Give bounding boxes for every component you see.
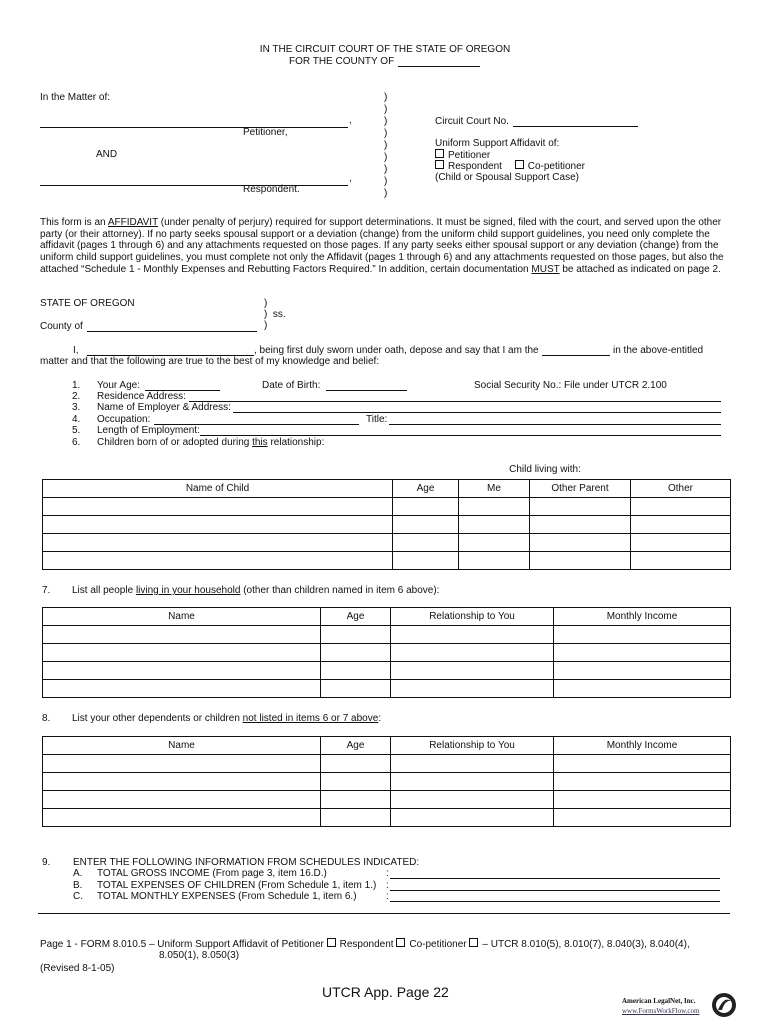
table-cell[interactable] — [631, 552, 731, 570]
comma: , — [349, 115, 352, 126]
cell-input[interactable] — [554, 773, 730, 790]
item-number: 5. — [72, 425, 81, 436]
item-letter: C. — [73, 891, 83, 902]
venue-parentheses: ) ) ss. ) — [264, 298, 286, 331]
copetitioner-checkbox[interactable] — [515, 160, 524, 169]
cell-input[interactable] — [43, 755, 320, 772]
cell-input[interactable] — [391, 791, 553, 808]
form-citation-2: 8.050(1), 8.050(3) — [159, 950, 240, 961]
table-cell[interactable] — [321, 680, 391, 698]
cell-input[interactable] — [321, 755, 390, 772]
table-cell[interactable] — [43, 626, 321, 644]
occupation-label: Occupation: — [97, 414, 151, 425]
table-cell[interactable] — [631, 498, 731, 516]
table-cell[interactable] — [393, 516, 459, 534]
respondent-option: Respondent Co-petitioner — [435, 160, 585, 173]
table-cell[interactable] — [43, 644, 321, 662]
table-cell[interactable] — [554, 644, 731, 662]
column-header: Monthly Income — [554, 608, 731, 626]
utcr-page-label: UTCR App. Page 22 — [322, 984, 449, 1000]
gross-income-field[interactable] — [390, 867, 720, 879]
affidavit-of-label: Uniform Support Affidavit of: — [435, 138, 560, 149]
table-cell[interactable] — [631, 534, 731, 552]
cell-input[interactable] — [631, 498, 730, 515]
oath-i: I, — [73, 345, 79, 356]
colon: : — [386, 880, 389, 891]
table-cell[interactable] — [321, 791, 391, 809]
respondent-checkbox[interactable] — [435, 160, 444, 169]
column-header: Me — [459, 480, 530, 498]
brand-url[interactable]: www.FormsWorkFlow.com — [622, 1007, 700, 1015]
table-cell[interactable] — [393, 552, 459, 570]
table-row — [43, 552, 731, 570]
column-header: Name of Child — [43, 480, 393, 498]
cell-input[interactable] — [530, 534, 630, 551]
item-number: 9. — [42, 857, 51, 868]
table-cell[interactable] — [459, 498, 530, 516]
oath-text-2: in the above-entitled — [613, 345, 704, 356]
residence-label: Residence Address: — [97, 391, 186, 402]
column-header: Relationship to You — [391, 608, 554, 626]
table-cell[interactable] — [43, 516, 393, 534]
table-cell[interactable] — [459, 516, 530, 534]
cell-input[interactable] — [391, 809, 553, 826]
cell-input[interactable] — [43, 644, 320, 661]
footer-copetitioner-checkbox[interactable] — [469, 938, 478, 947]
item-number: 7. — [42, 585, 51, 596]
column-header: Age — [321, 737, 391, 755]
cell-input[interactable] — [321, 773, 390, 790]
county-field[interactable] — [398, 55, 480, 67]
petitioner-option: Petitioner — [435, 149, 490, 162]
cell-input[interactable] — [393, 552, 458, 569]
table-cell[interactable] — [391, 809, 554, 827]
table-cell[interactable] — [321, 773, 391, 791]
cell-input[interactable] — [321, 644, 390, 661]
petitioner-name-field[interactable] — [40, 116, 348, 128]
cell-input[interactable] — [554, 644, 730, 661]
cell-input[interactable] — [43, 516, 392, 533]
table-cell[interactable] — [554, 773, 731, 791]
monthly-expenses-field[interactable] — [390, 890, 720, 902]
cell-input[interactable] — [43, 680, 320, 697]
gross-income-label: TOTAL GROSS INCOME (From page 3, item 16.D.) — [97, 868, 327, 879]
table-cell[interactable] — [554, 755, 731, 773]
instructions-paragraph: This form is an AFFIDAVIT (under penalty of perjury) required for support determinations. It must be signed, filed with the court, and served upon the other party (or their attorney). If no party seeks spousal support or a deviation (change) from the uniform child support guidelines, you need only complete the affidavit (pages 1 through 6) and any attachments requested on those pages. If any party seeks either spousal support or any deviation (change) from the uniform child support guidelines, you must complete not only the Affidavit (pages 1 through 6) and any attachments requested on those pages, but also the attached “Schedule 1 - Monthly Expenses and Rebutting Factors Required.” In addition, certain documentation MUST be attached as indicated on page 2. — [40, 217, 724, 275]
column-header: Other — [631, 480, 731, 498]
circuit-court-no-field[interactable] — [513, 115, 638, 127]
table-cell[interactable] — [530, 498, 631, 516]
footer-petitioner-checkbox[interactable] — [327, 938, 336, 947]
cell-input[interactable] — [321, 680, 390, 697]
brand-logo-icon — [711, 992, 737, 1022]
employer-field[interactable] — [233, 401, 721, 413]
table-cell[interactable] — [391, 626, 554, 644]
cell-input[interactable] — [459, 534, 529, 551]
employer-label: Name of Employer & Address: — [97, 402, 231, 413]
cell-input[interactable] — [321, 662, 390, 679]
table-cell[interactable] — [554, 791, 731, 809]
item-number: 1. — [72, 380, 81, 391]
column-header: Name — [43, 608, 321, 626]
dependents-label: List your other dependents or children not listed in items 6 or 7 above: — [72, 713, 382, 724]
cell-input[interactable] — [43, 534, 392, 551]
cell-input[interactable] — [43, 791, 320, 808]
cell-input[interactable] — [631, 534, 730, 551]
cell-input[interactable] — [530, 498, 630, 515]
table-row — [43, 773, 731, 791]
household-label: List all people living in your household (other than children named in item 6 above): — [72, 585, 440, 596]
table-row — [43, 644, 731, 662]
cell-input[interactable] — [391, 773, 553, 790]
item-letter: B. — [73, 880, 83, 891]
table-cell[interactable] — [43, 534, 393, 552]
column-header: Relationship to You — [391, 737, 554, 755]
table-cell[interactable] — [459, 534, 530, 552]
cell-input[interactable] — [459, 552, 529, 569]
caption-parentheses: ) ) ) ) ) ) ) ) ) — [384, 92, 388, 199]
table-row — [43, 755, 731, 773]
cell-input[interactable] — [391, 662, 553, 679]
brand-name: American LegalNet, Inc. — [622, 997, 696, 1005]
petitioner-label: Petitioner, — [243, 127, 288, 138]
cell-input[interactable] — [391, 680, 553, 697]
table-header-row — [43, 608, 731, 626]
item-number: 6. — [72, 437, 81, 448]
table-cell[interactable] — [391, 644, 554, 662]
table-cell[interactable] — [321, 626, 391, 644]
cell-input[interactable] — [321, 791, 390, 808]
cell-input[interactable] — [631, 516, 730, 533]
cell-input[interactable] — [530, 516, 630, 533]
cell-input[interactable] — [554, 809, 730, 826]
dob-label: Date of Birth: — [262, 380, 321, 391]
cell-input[interactable] — [631, 552, 730, 569]
children-label: Children born of or adopted during this relationship: — [97, 437, 325, 448]
table-row — [43, 498, 731, 516]
cell-input[interactable] — [391, 626, 553, 643]
table-cell[interactable] — [321, 644, 391, 662]
table-cell[interactable] — [321, 662, 391, 680]
schedules-title: ENTER THE FOLLOWING INFORMATION FROM SCHEDULES INDICATED: — [73, 857, 420, 868]
table-cell[interactable] — [391, 680, 554, 698]
table-cell[interactable] — [391, 662, 554, 680]
cell-input[interactable] — [43, 662, 320, 679]
table-cell[interactable] — [43, 809, 321, 827]
column-header: Name — [43, 737, 321, 755]
table-cell[interactable] — [391, 755, 554, 773]
table-cell[interactable] — [43, 755, 321, 773]
oath-text-3: matter and that the following are true to the best of my knowledge and belief: — [40, 356, 380, 367]
table-cell[interactable] — [554, 662, 731, 680]
cell-input[interactable] — [554, 755, 730, 772]
table-header-row — [43, 480, 731, 498]
footer-respondent-checkbox[interactable] — [396, 938, 405, 947]
column-header: Other Parent — [530, 480, 631, 498]
table-cell[interactable] — [554, 680, 731, 698]
comma: , — [349, 173, 352, 184]
court-title: IN THE CIRCUIT COURT OF THE STATE OF OREGON — [259, 44, 511, 55]
title-label: Title: — [366, 414, 388, 425]
table-cell[interactable] — [391, 773, 554, 791]
household-table — [42, 607, 731, 698]
table-cell[interactable] — [43, 680, 321, 698]
table-cell[interactable] — [554, 626, 731, 644]
state-of-oregon-label: STATE OF OREGON — [40, 298, 135, 309]
oath-text: , being first duly sworn under oath, depose and say that I am the — [254, 345, 539, 356]
table-cell[interactable] — [43, 662, 321, 680]
cell-input[interactable] — [391, 644, 553, 661]
table-row — [43, 809, 731, 827]
table-row — [43, 516, 731, 534]
colon: : — [386, 891, 389, 902]
table-cell[interactable] — [43, 773, 321, 791]
table-cell[interactable] — [530, 552, 631, 570]
monthly-expenses-label: TOTAL MONTHLY EXPENSES (From Schedule 1, item 6.) — [97, 891, 357, 902]
table-cell[interactable] — [530, 534, 631, 552]
footer-divider — [38, 913, 730, 914]
table-row — [43, 662, 731, 680]
cell-input[interactable] — [393, 534, 458, 551]
item-letter: A. — [73, 868, 83, 879]
table-cell[interactable] — [459, 552, 530, 570]
table-row — [43, 534, 731, 552]
table-cell[interactable] — [530, 516, 631, 534]
age-label: Your Age: — [97, 380, 141, 391]
form-citation: Page 1 - FORM 8.010.5 – Uniform Support Affidavit of Petitioner Respondent Co-petitioner – UTCR 8.010(5), 8.010(7), 8.040(3), 8.040(4), — [40, 939, 690, 950]
table-cell[interactable] — [43, 498, 393, 516]
table-cell[interactable] — [391, 791, 554, 809]
column-header: Age — [321, 608, 391, 626]
child-living-with-label: Child living with: — [509, 464, 581, 475]
children-table — [42, 479, 731, 570]
cell-input[interactable] — [530, 552, 630, 569]
cell-input[interactable] — [321, 626, 390, 643]
length-field[interactable] — [200, 424, 721, 436]
respondent-name-field[interactable] — [40, 174, 348, 186]
cell-input[interactable] — [554, 662, 730, 679]
cell-input[interactable] — [43, 809, 320, 826]
column-header: Monthly Income — [554, 737, 731, 755]
cell-input[interactable] — [554, 680, 730, 697]
item-number: 8. — [42, 713, 51, 724]
petitioner-checkbox[interactable] — [435, 149, 444, 158]
table-cell[interactable] — [393, 534, 459, 552]
cell-input[interactable] — [43, 773, 320, 790]
county-of-label: County of — [40, 321, 83, 332]
length-label: Length of Employment: — [97, 425, 200, 436]
ssn-label: Social Security No.: File under UTCR 2.100 — [474, 380, 667, 391]
cell-input[interactable] — [393, 516, 458, 533]
table-cell[interactable] — [631, 516, 731, 534]
in-the-matter-label: In the Matter of: — [40, 92, 111, 103]
party-role-field[interactable] — [542, 344, 610, 356]
cell-input[interactable] — [459, 498, 529, 515]
cell-input[interactable] — [43, 498, 392, 515]
table-cell[interactable] — [321, 755, 391, 773]
affiant-name-field[interactable] — [87, 344, 254, 356]
table-cell[interactable] — [43, 552, 393, 570]
column-header: Age — [393, 480, 459, 498]
table-cell[interactable] — [393, 498, 459, 516]
cell-input[interactable] — [554, 791, 730, 808]
table-cell[interactable] — [321, 809, 391, 827]
revised-date: (Revised 8-1-05) — [40, 963, 115, 974]
table-cell[interactable] — [554, 809, 731, 827]
table-row — [43, 791, 731, 809]
table-cell[interactable] — [43, 791, 321, 809]
cell-input[interactable] — [393, 498, 458, 515]
table-header-row — [43, 737, 731, 755]
item-number: 4. — [72, 414, 81, 425]
cell-input[interactable] — [459, 516, 529, 533]
cell-input[interactable] — [43, 626, 320, 643]
item-number: 2. — [72, 391, 81, 402]
dependents-table — [42, 736, 731, 827]
item-number: 3. — [72, 402, 81, 413]
and-label: AND — [96, 149, 118, 160]
county-label: FOR THE COUNTY OF — [289, 56, 395, 67]
cell-input[interactable] — [43, 552, 392, 569]
venue-county-field[interactable] — [87, 320, 257, 332]
colon: : — [386, 868, 389, 879]
table-row — [43, 680, 731, 698]
circuit-court-no-label: Circuit Court No. — [435, 116, 509, 127]
cell-input[interactable] — [391, 755, 553, 772]
table-row — [43, 626, 731, 644]
children-expenses-label: TOTAL EXPENSES OF CHILDREN (From Schedule 1, item 1.) — [97, 880, 377, 891]
case-type-label: (Child or Spousal Support Case) — [435, 172, 579, 183]
cell-input[interactable] — [321, 809, 390, 826]
respondent-label: Respondent. — [243, 184, 300, 195]
cell-input[interactable] — [554, 626, 730, 643]
